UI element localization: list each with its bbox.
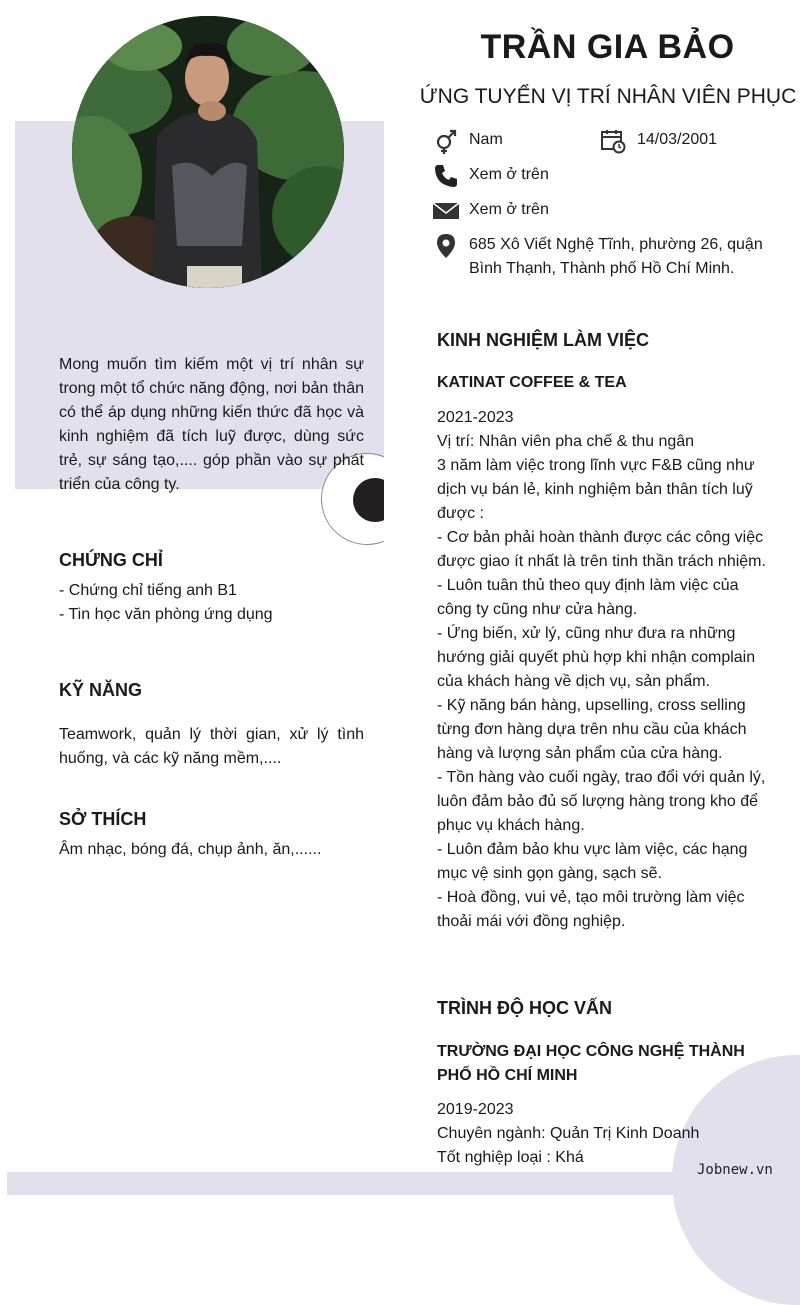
list-item: - Kỹ năng bán hàng, upselling, cross selling từng đơn hàng dựa trên nhu cầu của khách hàng và lượng sản phẩm của cửa hàng.: [437, 697, 747, 762]
watermark: Jobnew.vn: [697, 1162, 773, 1178]
education-period: 2019-2023: [437, 1101, 514, 1118]
birthday-value: 14/03/2001: [637, 131, 718, 148]
bottom-decor-strip: [7, 1172, 795, 1195]
experience-title: KINH NGHIỆM LÀM VIỆC: [437, 330, 650, 350]
education-title: TRÌNH ĐỘ HỌC VẤN: [437, 998, 612, 1018]
work-role: Vị trí: Nhân viên pha chế & thu ngân: [437, 433, 695, 450]
certificates-title: CHỨNG CHỈ: [59, 550, 163, 570]
list-item: - Ứng biến, xử lý, cũng như đưa ra những hướng giải quyết phù hợp khi nhận complain của khách hàng về dịch vụ, sản phẩm.: [437, 625, 756, 690]
applied-position: ỨNG TUYỂN VỊ TRÍ NHÂN VIÊN PHỤC: [419, 85, 797, 108]
email-value: Xem ở trên: [469, 201, 549, 218]
certificates-list: [59, 579, 273, 627]
school-name: TRƯỜNG ĐẠI HỌC CÔNG NGHỆ THÀNH PHỐ HỒ CHÍ MINH: [437, 1043, 745, 1084]
mail-icon: [433, 198, 459, 224]
list-item: - Luôn đảm bảo khu vực làm việc, các hạng mục vệ sinh gọn gàng, sạch sẽ.: [437, 841, 748, 882]
list-item: - Tin học văn phòng ứng dụng: [59, 606, 273, 623]
work-intro: 3 năm làm việc trong lĩnh vực F&B cũng như dịch vụ bán lẻ, kinh nghiệm bản thân tích luỹ được :: [437, 457, 755, 522]
list-item: - Tồn hàng vào cuối ngày, trao đổi với quản lý, luôn đảm bảo đủ số lượng hàng trong kho để phục vụ khách hàng.: [437, 769, 766, 834]
skills-text: Teamwork, quản lý thời gian, xử lý tình huống, và các kỹ năng mềm,....: [59, 726, 364, 767]
calendar-icon: [600, 128, 626, 154]
hobbies-title: SỞ THÍCH: [59, 809, 147, 829]
list-item: - Cơ bản phải hoàn thành được các công việc được giao ít nhất là trên tinh thần trách nhiệm.: [437, 529, 766, 570]
hobbies-text: Âm nhạc, bóng đá, chụp ảnh, ăn,......: [59, 841, 322, 858]
gender-value: Nam: [469, 131, 503, 148]
gender-icon: [433, 128, 459, 154]
phone-icon: [433, 163, 459, 189]
experience-details: [437, 406, 777, 934]
company-name: KATINAT COFFEE & TEA: [437, 374, 627, 391]
skills-title: KỸ NĂNG: [59, 680, 143, 700]
education-major: Chuyên ngành: Quản Trị Kinh Doanh: [437, 1125, 700, 1142]
education-grade: Tốt nghiệp loại : Khá: [437, 1149, 584, 1166]
list-item: - Hoà đồng, vui vẻ, tạo môi trường làm việc thoải mái với đồng nghiệp.: [437, 889, 745, 930]
work-period: 2021-2023: [437, 409, 514, 426]
address-value: 685 Xô Viết Nghệ Tĩnh, phường 26, quận Bình Thạnh, Thành phố Hồ Chí Minh.: [469, 236, 763, 277]
career-objective: Mong muốn tìm kiếm một vị trí nhân sự trong một tổ chức năng động, nơi bản thân có thể áp dụng những kiến thức đã học và kinh nghiệm đã tích luỹ được, dùng sức trẻ, sự sáng tạo,.... góp phần vào sự phát triển của công ty.: [59, 356, 364, 493]
candidate-name: TRẦN GIA BẢO: [480, 28, 735, 66]
list-item: - Chứng chỉ tiếng anh B1: [59, 582, 237, 599]
location-pin-icon: [435, 233, 461, 259]
phone-value: Xem ở trên: [469, 166, 549, 183]
profile-photo: [72, 16, 344, 288]
education-details: [437, 1098, 777, 1170]
list-item: - Luôn tuân thủ theo quy định làm việc của công ty cũng như cửa hàng.: [437, 577, 739, 618]
